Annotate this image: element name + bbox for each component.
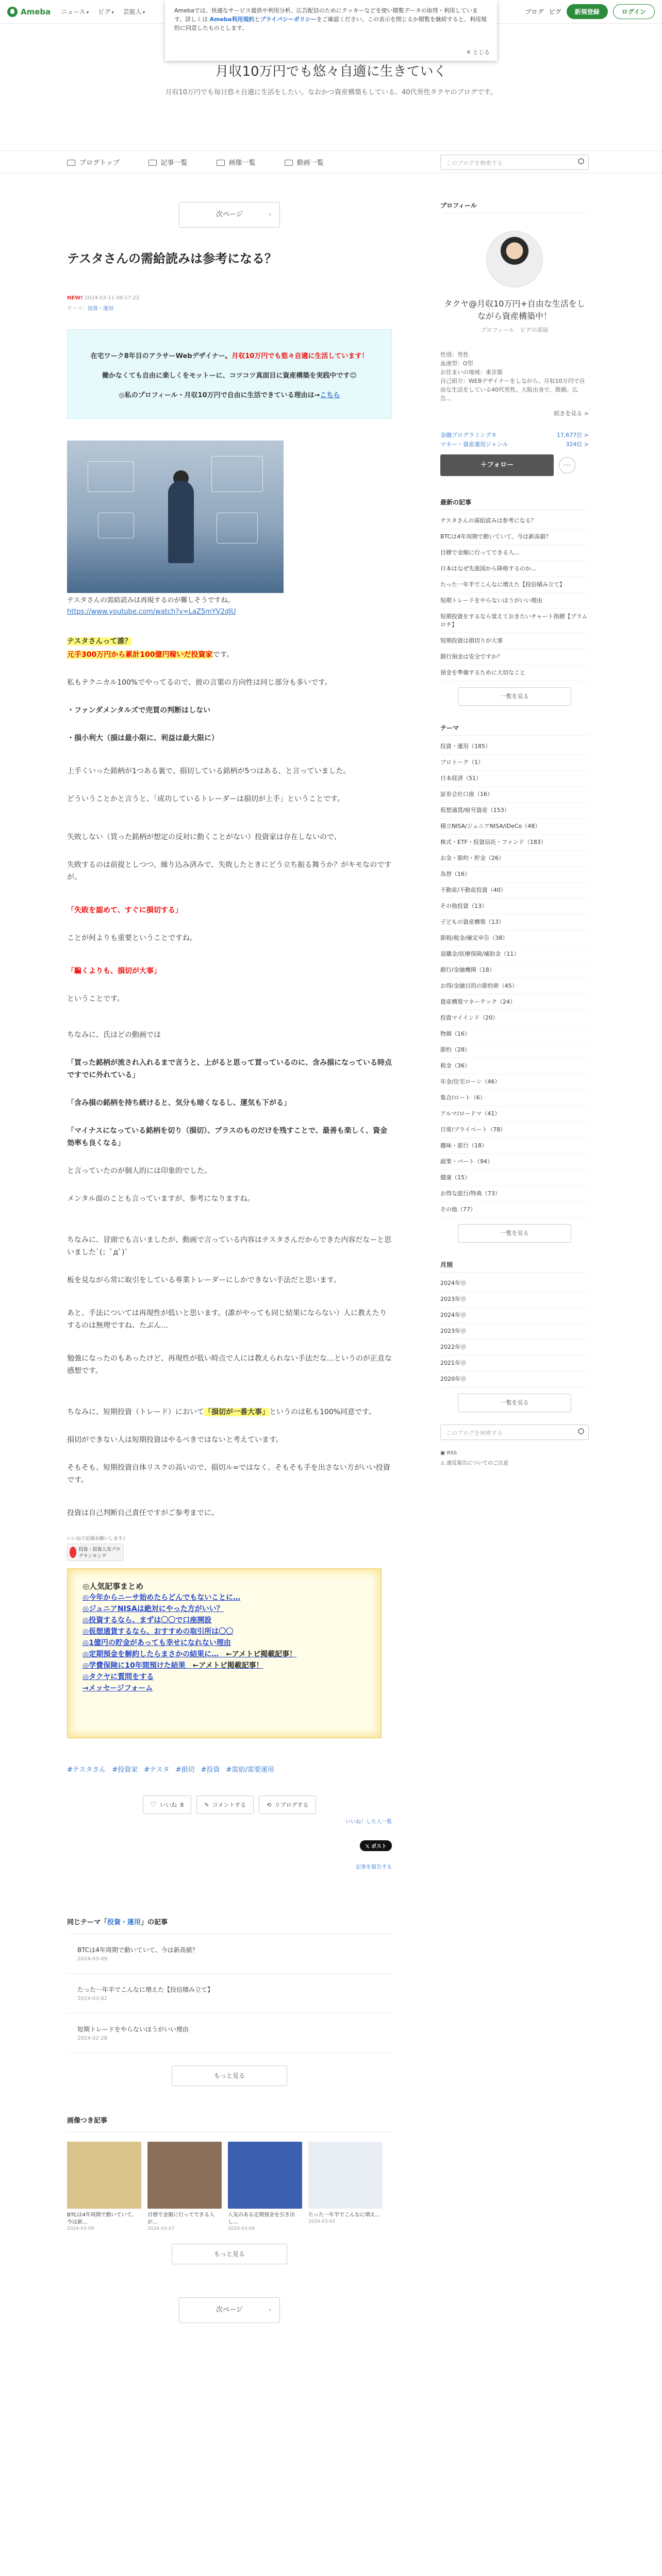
theme-item[interactable]: 為替（16） bbox=[440, 867, 589, 883]
month-item[interactable]: 2024年⑪ bbox=[440, 1308, 589, 1324]
theme-item[interactable]: 投資・運用（185） bbox=[440, 739, 589, 755]
popular-item[interactable]: ◎定期預金を解約したらまさかの結果に… ←アメトピ掲載記事！ bbox=[82, 1650, 297, 1658]
paragraph: 板を見ながら常に取引をしている専業トレーダーにしかできない手法だと思います。 bbox=[67, 1276, 341, 1284]
search-icon bbox=[578, 158, 584, 164]
paragraph: ちなみに、冒頭でも言いましたが、動画で言っている内容はテスタさんだからできた内容だなーと思いました`(；ﾟдﾟ)` bbox=[67, 1236, 392, 1257]
recent-article-item[interactable]: 短期投資は損切りが大事 bbox=[440, 633, 589, 649]
image-articles-title: 画像つき記事 bbox=[67, 2115, 392, 2132]
who-answer: 元手300万円から累計100億円稼いだ投資家です。 bbox=[67, 651, 234, 659]
popular-item[interactable]: ◎投資するなら、まずは〇〇で口座開設 bbox=[82, 1616, 212, 1624]
theme-item[interactable]: 証券会社口座（16） bbox=[440, 787, 589, 803]
comment-button[interactable]: ✎ コメントする bbox=[196, 1795, 254, 1814]
theme-item[interactable]: 節約（28） bbox=[440, 1042, 589, 1058]
month-heading: 月別 bbox=[440, 1260, 589, 1273]
like-note: いいねで応援お願いします♪ bbox=[67, 1536, 126, 1541]
theme-heading: テーマ bbox=[440, 723, 589, 736]
paragraph: 私もテクニカル100%でやってるので、彼の言葉の方向性は同じ部分も多いです。 bbox=[67, 679, 332, 687]
thumbnail-image bbox=[228, 2142, 302, 2209]
intro-box: 在宅ワーク8年目のアラサーWebデザイナー。月収10万円でも悠々自適に生活しています！ 働かなくても自由に楽しくをモットーに、コツコツ真面目に資産構築を実践中です😊 ◎私のプロフィール・月収10万円で自由に生活できている理由は→こちら bbox=[67, 329, 392, 419]
recent-heading: 最新の記事 bbox=[440, 498, 589, 510]
ranking-list bbox=[440, 431, 589, 449]
main-article bbox=[67, 173, 392, 2323]
profile-link[interactable]: こちら bbox=[320, 392, 340, 399]
blog-description: 月収10万円でも毎日悠々自適に生活をしたい。なおかつ資産構築もしている、40代男性タクヤのブログです。 bbox=[165, 89, 497, 96]
recent-article-item[interactable]: たった一年半でこんなに増えた【投信積み立て】 bbox=[440, 577, 589, 593]
blog-search-input[interactable]: このブログを検索する bbox=[440, 155, 589, 170]
bullet: ・ファンダメンタルズで売買の判断はしない bbox=[67, 706, 211, 715]
rss-link[interactable]: ▣ RSS bbox=[440, 1450, 457, 1456]
paragraph: あと、手法については再現性が低いと思います。(誰がやっても同じ結果にならない）人に教えたりするのは無理ですね、たぶん… bbox=[67, 1309, 387, 1330]
camera-icon bbox=[217, 160, 225, 166]
paragraph: 損切ができない人は短期投資はやるべきではないと考えています。 bbox=[67, 1436, 283, 1444]
paragraph: 勉強になったのもあったけど、再現性が低い時点で人には教えられない手法だな…というのが正直な感想です。 bbox=[67, 1354, 392, 1375]
paragraph: ということです。 bbox=[67, 995, 124, 1003]
theme-item[interactable]: 節税/税金/確定申告（38） bbox=[440, 930, 589, 946]
paragraph: ちなみに、氏はどの動画では bbox=[67, 1031, 161, 1039]
hashtag[interactable]: #需給/需要運用 bbox=[226, 1766, 274, 1774]
article-image bbox=[67, 440, 284, 593]
month-item[interactable]: 2024年⑪ bbox=[440, 1276, 589, 1292]
profile-name[interactable]: タクヤ@月収10万円+自由な生活をしながら資産構築中！ bbox=[444, 299, 585, 321]
chevron-right-icon: › bbox=[268, 211, 271, 218]
month-item[interactable]: 2022年⑪ bbox=[440, 1340, 589, 1355]
theme-item[interactable]: ブロトーク（1） bbox=[440, 755, 589, 771]
like-button[interactable]: ♡ いいね 8 bbox=[143, 1795, 192, 1814]
related-title: 同じテーマ「投資・運用」の記事 bbox=[67, 1917, 392, 1934]
theme-item[interactable]: 物価（16） bbox=[440, 1026, 589, 1042]
cookie-text-tail: をご確認ください。この表示を閉じるか閲覧を継続すると、利用規約に同意したものとします。 bbox=[174, 16, 487, 31]
home-icon bbox=[67, 160, 75, 166]
image-article[interactable]: 人気のある定期預金を引き出し... 2024-03-04 bbox=[228, 2142, 302, 2231]
ameba-logo[interactable] bbox=[7, 7, 51, 17]
month-more-button[interactable]: 一覧を見る bbox=[458, 1394, 571, 1412]
image-article[interactable]: 目標で金額に行ってできる人が... 2024-03-07 bbox=[147, 2142, 222, 2231]
paragraph: ことが何よりも重要ということですね。 bbox=[67, 934, 197, 942]
avatar[interactable] bbox=[486, 231, 543, 287]
theme-item[interactable]: 年金/住宅ローン（46） bbox=[440, 1074, 589, 1090]
ranking-icon bbox=[70, 1547, 76, 1558]
popular-item[interactable]: ◎1億円の貯金があっても幸せになれない理由 bbox=[82, 1639, 231, 1647]
thumbnail-image bbox=[308, 2142, 383, 2209]
article-meta bbox=[67, 295, 392, 301]
theme-item[interactable]: 積立NISA/ジュニアNISA/iDeCo（48） bbox=[440, 819, 589, 835]
popular-item[interactable]: ◎仮想通貨するなら、おすすめの取引所は〇〇 bbox=[82, 1628, 234, 1636]
report-notice-link[interactable]: ⚠ 違反報告についてのご注意 bbox=[440, 1461, 508, 1466]
hashtag[interactable]: #損切 bbox=[175, 1766, 195, 1774]
cookie-text-and: と bbox=[254, 16, 260, 23]
logo-text: Ameba bbox=[21, 7, 51, 16]
blog-title[interactable]: 月収10万円でも悠々自適に生きていく bbox=[215, 64, 447, 79]
like-users-link[interactable]: いいね！した人一覧 bbox=[345, 1819, 392, 1825]
image-more-button[interactable]: もっと見る bbox=[172, 2244, 287, 2264]
month-item[interactable]: 2020年⑪ bbox=[440, 1371, 589, 1387]
hashtag[interactable]: #投資家 bbox=[112, 1766, 138, 1774]
popular-articles-box bbox=[67, 1568, 382, 1738]
who-question: テスタさんって誰？ bbox=[67, 637, 132, 646]
report-link[interactable]: 記事を報告する bbox=[356, 1865, 392, 1870]
theme-item[interactable]: 仮想通貨/暗号資産（153） bbox=[440, 803, 589, 819]
theme-item[interactable]: 副業・パート（94） bbox=[440, 1154, 589, 1170]
paragraph: 上手くいった銘柄が1つある裏で、損切している銘柄が5つはある、と言っていました。 bbox=[67, 767, 351, 775]
thumbnail-image bbox=[147, 2142, 222, 2209]
recent-article-item[interactable]: 日本はなぜ先進国から降格するのか… bbox=[440, 561, 589, 577]
next-page-button[interactable]: 次ページ › bbox=[179, 202, 280, 228]
related-list bbox=[67, 1934, 392, 2053]
theme-item[interactable]: 集合/ロート（6） bbox=[440, 1090, 589, 1106]
paragraph: そもそも、短期投資自体リスクの高いので、損切ル=ではなく、そもそも手を出さない方がいい投資です。 bbox=[67, 1464, 390, 1484]
theme-item[interactable]: お金・節約・貯金（26） bbox=[440, 851, 589, 867]
ranking-banner[interactable]: 投資・投資人気ブログランキング bbox=[67, 1544, 124, 1561]
image-article[interactable]: たった一年半でこんなに増え... 2024-03-02 bbox=[308, 2142, 383, 2231]
recent-article-item[interactable]: 短期トレードをやらないほうがいい理由 bbox=[440, 593, 589, 609]
paragraph: と言っていたのが個人的には印象的でした。 bbox=[67, 1167, 211, 1175]
recent-article-item[interactable]: 預金を準備するために大切なこと bbox=[440, 665, 589, 681]
paragraph: 投資は自己判断自己責任ですがご参考までに。 bbox=[67, 1509, 219, 1517]
subnav-images[interactable]: 画像一覧 bbox=[217, 157, 256, 167]
theme-item[interactable]: 退職金/医療保険/補助金（11） bbox=[440, 946, 589, 962]
video-icon bbox=[285, 160, 293, 166]
hashtag[interactable]: #テスタさん bbox=[67, 1766, 106, 1774]
hashtag[interactable]: #テスタ bbox=[144, 1766, 170, 1774]
recent-article-item[interactable]: 短期投資をするなら覚えておきたいチャート指標【ブラムロチ】 bbox=[440, 609, 589, 633]
paragraph: どういうことかと言うと、「成功しているトレーダーは損切が上手」ということです。 bbox=[67, 795, 344, 803]
article-date: 2024-03-11 08:17:22 bbox=[84, 295, 140, 301]
subnav-videos[interactable]: 動画一覧 bbox=[285, 157, 324, 167]
theme-item[interactable]: 銀行/金融機関（18） bbox=[440, 962, 589, 978]
sidebar-search-input[interactable]: このブログを検索する bbox=[440, 1425, 589, 1440]
top-nav-pigg[interactable]: ピグ ▾ bbox=[98, 8, 114, 15]
login-button[interactable]: ログイン bbox=[613, 4, 655, 19]
popular-item[interactable]: ◎タクヤに質問をする bbox=[82, 1673, 154, 1681]
top-nav bbox=[61, 7, 145, 16]
x-icon: 𝕏 bbox=[365, 1844, 371, 1850]
month-item[interactable]: 2023年⑪ bbox=[440, 1292, 589, 1308]
bullet: ・損小利大（損は最小限に、利益は最大限に） bbox=[67, 734, 219, 742]
subnav-articles[interactable]: 記事一覧 bbox=[148, 157, 188, 167]
rss-icon: ▣ bbox=[440, 1450, 447, 1456]
recent-article-item[interactable]: テスタさんの需給読みは参考になる？ bbox=[440, 513, 589, 529]
paragraph: メンタル面のことも言っていますが、参考になりますね。 bbox=[67, 1195, 255, 1203]
cookie-text: Amebaでは、快適なサービス提供や利用分析、広告配信のためにクッキーなどを使い閲覧データの取得・利用しています。詳しくは bbox=[174, 7, 478, 23]
theme-item[interactable]: 資産構築マネーテック（24） bbox=[440, 994, 589, 1010]
month-item[interactable]: 2021年⑪ bbox=[440, 1355, 589, 1371]
search-icon bbox=[578, 1428, 584, 1434]
post-button[interactable]: 𝕏 ポスト bbox=[360, 1840, 392, 1851]
related-more-button[interactable]: もっと見る bbox=[172, 2065, 287, 2086]
top-link-blog[interactable]: ブログ bbox=[525, 8, 544, 15]
top-right bbox=[525, 4, 655, 19]
share-row bbox=[67, 1840, 392, 1851]
ranking-item[interactable]: マネー・資産運用ジャンル 324位 > bbox=[440, 441, 589, 448]
theme-item[interactable]: 投資マイインド（20） bbox=[440, 1010, 589, 1026]
heart-icon: ♡ bbox=[150, 1801, 157, 1809]
chevron-right-icon: › bbox=[268, 2306, 271, 2314]
theme-item[interactable]: 不動産/不動産投資（40） bbox=[440, 883, 589, 899]
theme-list bbox=[440, 739, 589, 1218]
popular-item[interactable]: ◎学費保険に10年間預けた結果 ←アメトピ掲載記事！ bbox=[82, 1662, 263, 1670]
register-button[interactable]: 新規登録 bbox=[567, 4, 608, 19]
article-title[interactable]: テスタさんの需給読みは参考になる？ bbox=[67, 251, 277, 266]
follow-button[interactable]: ＋フォロー bbox=[440, 454, 554, 476]
recent-article-item[interactable]: 目標で金額に行ってできる人… bbox=[440, 545, 589, 561]
related-item[interactable]: たった一年半でこんなに増えた【投信積み立て】 2024-03-02 bbox=[67, 1974, 392, 2013]
profile-links[interactable]: プロフィール ピグの部屋 bbox=[481, 327, 549, 333]
hashtag[interactable]: #投資 bbox=[201, 1766, 220, 1774]
hashtags bbox=[67, 1764, 392, 1774]
popular-item[interactable]: ◎今年からニーサ始めたらどんでもないことに… bbox=[82, 1594, 241, 1602]
top-nav-news[interactable]: ニュース ▾ bbox=[61, 8, 89, 15]
theme-item[interactable]: 株式・ETF・投資信託・ファンド（183） bbox=[440, 835, 589, 851]
sidebar bbox=[440, 201, 589, 1468]
image-articles bbox=[67, 2142, 392, 2231]
popular-title: ◎人気記事まとめ bbox=[82, 1582, 144, 1591]
theme-item[interactable]: お得/金融目的の節約術（45） bbox=[440, 978, 589, 994]
popular-item[interactable]: ◎ジュニアNISAは絶対にやった方がいい？ bbox=[82, 1605, 224, 1613]
reblog-button[interactable]: ⟲ リブログする bbox=[259, 1795, 316, 1814]
article-actions bbox=[67, 1795, 392, 1814]
paragraph: ちなみに、短期投資（トレード）において「損切が一番大事」というのは私も100%同意です。 bbox=[67, 1408, 376, 1416]
reblog-icon: ⟲ bbox=[267, 1801, 272, 1808]
article-theme: テーマ：投資・運用 bbox=[67, 306, 113, 312]
bold-quote: 「含み損の銘柄を持ち続けると、気分も暗くなるし、運気も下がる」 bbox=[67, 1099, 291, 1107]
list-icon bbox=[148, 160, 157, 166]
image-caption: テスタさんの需給読みは再現するのが難しそうですね。 https://www.youtube.com/watch?v=LaZ5mYV2dJU bbox=[67, 597, 236, 616]
image-article[interactable]: BTCは4年周期で動いていて、今は新... 2024-03-09 bbox=[67, 2142, 141, 2231]
theme-item[interactable]: 日本経済（51） bbox=[440, 771, 589, 787]
ranking-item[interactable]: 金融プログラミングキ 17,677位 > bbox=[440, 432, 589, 438]
popular-item[interactable]: →メッセージフォーム bbox=[82, 1684, 153, 1692]
theme-link[interactable]: 投資・運用 bbox=[88, 306, 113, 312]
close-icon: ✕ bbox=[466, 49, 473, 56]
read-more-link[interactable]: 続きを見る > bbox=[554, 410, 589, 417]
top-link-pigg[interactable]: ピグ bbox=[549, 8, 561, 15]
recent-more-button[interactable]: 一覧を見る bbox=[458, 687, 571, 706]
warning-icon: ⚠ bbox=[440, 1461, 447, 1466]
related-item[interactable]: 短期トレードをやらないほうがいい理由 2024-02-28 bbox=[67, 2013, 392, 2053]
cookie-close-button[interactable]: ✕ とじる bbox=[466, 49, 490, 56]
youtube-link[interactable]: https://www.youtube.com/watch?v=LaZ5mYV2dJU bbox=[67, 608, 236, 616]
quote: 「失敗を認めて、すぐに損切する」 bbox=[67, 906, 183, 914]
month-item[interactable]: 2023年⑪ bbox=[440, 1324, 589, 1340]
cookie-banner bbox=[165, 0, 497, 61]
related-item[interactable]: BTCは4年周期で動いていて、今は新高値？ 2024-03-09 bbox=[67, 1934, 392, 1974]
thumbnail-image bbox=[67, 2142, 141, 2209]
theme-item[interactable]: その他（77） bbox=[440, 1202, 589, 1218]
paragraph: 失敗するのは前提としつつ、繰り込み済みで、失敗したときにどう立ち振る舞うか？がキモなのですが。 bbox=[67, 861, 392, 882]
theme-item[interactable]: その他投資（13） bbox=[440, 899, 589, 914]
bold-quote: 「買った銘柄が流され入れるまで言うと、上がると思って買っているのに、含み損になっている時点ですでに外れている」 bbox=[67, 1059, 392, 1079]
theme-item[interactable]: お得な旅行/特典（73） bbox=[440, 1186, 589, 1202]
top-nav-celeb[interactable]: 芸能人 ▾ bbox=[123, 8, 145, 15]
subnav-blogtop[interactable]: ブログトップ bbox=[67, 157, 120, 167]
theme-item[interactable]: 健康（15） bbox=[440, 1170, 589, 1186]
paragraph: 失敗しない（買った銘柄が想定の反対に動くことがない）投資家は存在しないので、 bbox=[67, 833, 341, 841]
quote: 「騙くよりも、損切が大事」 bbox=[67, 967, 161, 975]
next-page-button-bottom[interactable]: 次ページ › bbox=[179, 2297, 280, 2323]
theme-item[interactable]: アルマ/ロードマ（41） bbox=[440, 1106, 589, 1122]
follow-row bbox=[440, 454, 589, 476]
ameba-logo-icon bbox=[7, 7, 18, 17]
terms-link[interactable]: Ameba利用規約 bbox=[209, 16, 255, 23]
privacy-link[interactable]: プライバシーポリシー bbox=[260, 16, 317, 23]
new-badge: NEW! bbox=[67, 295, 83, 301]
more-options-icon[interactable]: ⋯ bbox=[559, 457, 575, 473]
theme-item[interactable]: 税金（36） bbox=[440, 1058, 589, 1074]
profile-info: 性別：男性 血液型：O型 お住まいの地域：東京都 自己紹介：WEBデザイナーをしながら、月収10万円で自由な生活をしている40代男性。大阪出身で、既婚。広告... bbox=[440, 351, 585, 402]
bold-quote: 「マイナスになっている銘柄を切り（損切）、プラスのものだけを残すことで、最善も楽しく、資金効率も良くなる」 bbox=[67, 1127, 388, 1147]
recent-article-item[interactable]: BTCは4年周期で動いていて、今は新高値？ bbox=[440, 529, 589, 545]
theme-item[interactable]: 趣味・旅行（18） bbox=[440, 1138, 589, 1154]
month-list bbox=[440, 1276, 589, 1387]
theme-more-button[interactable]: 一覧を見る bbox=[458, 1224, 571, 1243]
profile-heading: プロフィール bbox=[440, 201, 589, 213]
like-count: 8 bbox=[180, 1801, 184, 1808]
theme-item[interactable]: 日常/プライベート（78） bbox=[440, 1122, 589, 1138]
comment-icon: ✎ bbox=[204, 1801, 209, 1808]
recent-article-item[interactable]: 銀行預金は安全ですか？ bbox=[440, 649, 589, 665]
theme-item[interactable]: 子どもの資産構築（13） bbox=[440, 914, 589, 930]
recent-articles-list bbox=[440, 513, 589, 681]
